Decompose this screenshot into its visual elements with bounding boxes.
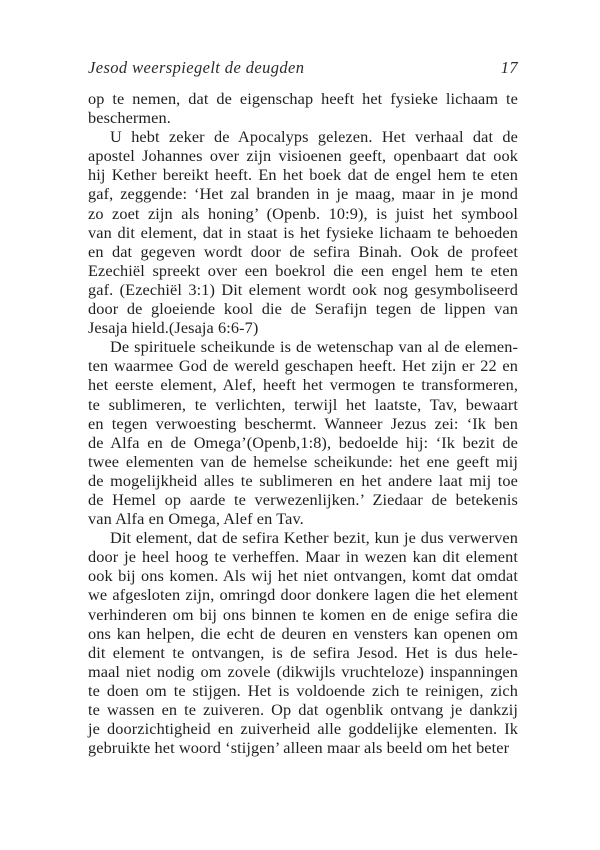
text-line: De spirituele scheikunde is de wetenschap van al de elemen-	[110, 337, 518, 357]
paragraph	[88, 337, 518, 528]
paragraph	[88, 528, 518, 757]
text-line: door de gloeiende kool die de Serafijn tegen de lippen van	[88, 299, 518, 319]
text-line: te sublimeren, te verlichten, terwijl het laatste, Tav, bewaart	[88, 394, 518, 414]
text-line: ook bij ons komen. Als wij het niet ontvangen, komt dat omdat	[88, 566, 518, 586]
text-line: verhinderen om bij ons binnen te komen en de enige sefira die	[88, 604, 518, 624]
text-line: te wassen en te zuiveren. Op dat ogenblik ontvang je dankzij	[88, 700, 518, 719]
text-line: hij Kether bereikt heeft. En het boek dat de engel hem te eten	[88, 165, 518, 185]
text-line: Ezechiël spreekt over een boekrol die een engel hem te eten	[88, 260, 518, 280]
text-line: we afgesloten zijn, omringd door donkere lagen die het element	[88, 585, 518, 605]
text-line: de Hemel op aarde te verwezenlijken.’ Ziedaar de betekenis	[88, 489, 518, 509]
text-line: ten waarmee God de wereld geschapen heeft. Het zijn er 22 en	[88, 356, 518, 376]
text-line: beschermen.	[88, 108, 171, 128]
text-line: gaf. (Ezechiël 3:1) Dit element wordt ook nog gesymboliseerd	[88, 279, 518, 299]
paragraph	[88, 127, 518, 337]
text-line: gebruikte het woord ‘stijgen’ alleen maar als beeld om het beter	[88, 738, 510, 758]
text-line: en dat gegeven wordt door de sefira Binah. Ook de profeet	[88, 241, 518, 261]
text-line: apostel Johannes over zijn visioenen geeft, openbaart dat ook	[88, 146, 518, 166]
text-line: van Alfa en Omega, Alef en Tav.	[88, 509, 304, 529]
page-number: 17	[500, 58, 518, 77]
text-line: te doen om te stijgen. Het is voldoende zich te reinigen, zich	[88, 680, 518, 700]
text-line: van dit element, dat in staat is het fysieke lichaam te behoeden	[88, 222, 518, 242]
text-line: door je heel hoog te verheffen. Maar in wezen kan dit element	[88, 547, 518, 567]
text-line: U hebt zeker de Apocalyps gelezen. Het verhaal dat de	[110, 127, 518, 147]
paragraph	[88, 89, 518, 127]
text-line: en tegen verwoesting beschermt. Wanneer Jezus zei: ‘Ik ben	[88, 413, 518, 433]
text-line: Jesaja hield.(Jesaja 6:6-7)	[88, 318, 259, 338]
text-line: zo zoet zijn als honing’ (Openb. 10:9), is juist het symbool	[88, 203, 518, 223]
text-line: je doorzichtigheid en zuiverheid alle goddelijke elementen. Ik	[88, 719, 518, 739]
text-line: dit element te ontvangen, is de sefira Jesod. Het is dus hele-	[88, 642, 518, 662]
text-line: Dit element, dat de sefira Kether bezit, kun je dus verwerven	[110, 528, 518, 548]
text-line: ons kan helpen, die echt de deuren en vensters kan openen om	[88, 623, 518, 643]
text-line: maal niet nodig om zovele (dikwijls vruchteloze) inspanningen	[88, 661, 518, 681]
text-line: de Alfa en de Omega’(Openb,1:8), bedoelde hij: ‘Ik bezit de	[88, 432, 518, 452]
text-line: twee elementen van de hemelse scheikunde: het ene geeft mij	[88, 451, 518, 471]
running-head-title: Jesod weerspiegelt de deugden	[88, 58, 305, 77]
text-line: de mogelijkheid alles te sublimeren en het andere laat mij toe	[88, 470, 518, 490]
running-head	[88, 58, 518, 78]
text-line: het eerste element, Alef, heeft het vermogen te transformeren,	[88, 375, 518, 395]
text-line: gaf, zeggende: ‘Het zal branden in je maag, maar in je mond	[88, 184, 518, 204]
text-line: op te nemen, dat de eigenschap heeft het fysieke lichaam te	[88, 89, 518, 108]
text-block	[88, 89, 518, 757]
